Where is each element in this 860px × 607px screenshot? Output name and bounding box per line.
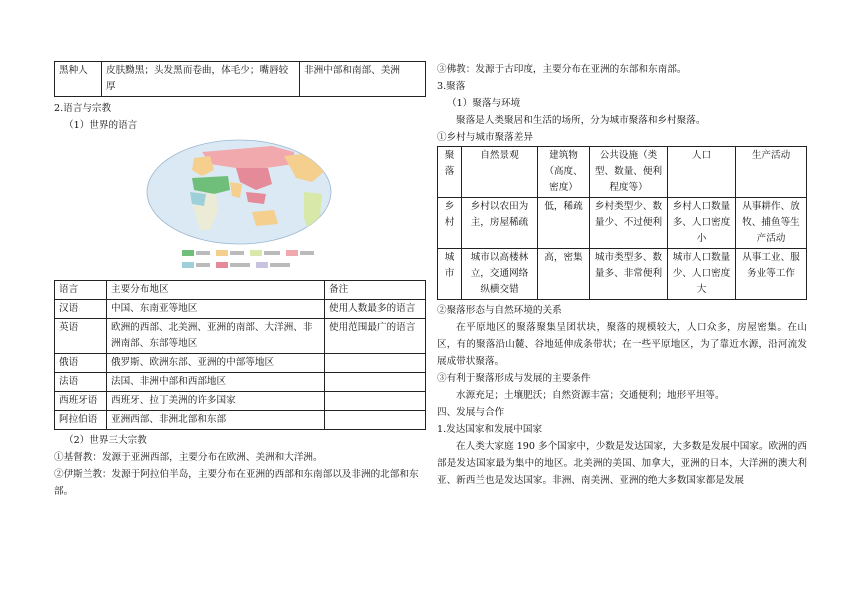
map-region-french (190, 192, 206, 206)
settlement-type: 城市 (438, 249, 462, 300)
section-heading-development: 四、发展与合作 (437, 407, 505, 418)
legend-swatch-spanish (250, 250, 262, 256)
settlement-landscape: 乡村以农田为主，房屋稀疏 (462, 198, 538, 249)
subheading-religions: （2）世界三大宗教 (64, 435, 147, 446)
table-row (55, 392, 426, 411)
race-distribution: 非洲中部和南部、美洲 (300, 62, 426, 97)
settlement-production: 从事工业、服务业等工作 (736, 249, 807, 300)
settlement-population: 乡村人口数量多、人口密度小 (668, 198, 736, 249)
map-region-greenland (316, 144, 330, 152)
section-heading-language-religion: 2.语言与宗教 (54, 103, 112, 114)
settlement-form-title: ②聚落形态与自然环境的关系 (437, 305, 562, 316)
legend-swatch-other (256, 262, 268, 268)
subheading-developed-developing: 1.发达国家和发展中国家 (437, 424, 543, 435)
legend-swatch-english (216, 250, 228, 256)
table-row (55, 411, 426, 430)
world-language-map (144, 138, 334, 276)
race-features: 皮肤黝黑；头发黑而卷曲，体毛少；嘴唇较厚 (102, 62, 300, 97)
header-population: 人口 (668, 147, 736, 198)
header-distribution: 主要分布地区 (107, 281, 325, 300)
legend-swatch-chinese (216, 262, 228, 268)
map-region-latin-america (304, 192, 322, 236)
left-column (54, 0, 426, 500)
header-production: 生产活动 (736, 147, 807, 198)
settlement-type: 乡村 (438, 198, 462, 249)
language-distribution: 亚洲西部、非洲北部和东部 (107, 411, 325, 430)
settlement-population: 城市人口数量少、人口密度大 (668, 249, 736, 300)
legend-label-placeholder (264, 251, 280, 255)
table-header-row (438, 147, 807, 198)
religion-buddhism: ③佛教：发源于古印度，主要分布在亚洲的东部和东南部。 (437, 64, 687, 75)
header-note: 备注 (325, 281, 426, 300)
legend-swatch-french (182, 262, 194, 268)
table-row (55, 62, 426, 97)
header-facilities: 公共设施（类型、数量、便利程度等） (590, 147, 668, 198)
header-settlement: 聚落 (438, 147, 462, 198)
settlement-conditions-text: 水源充足；土壤肥沃；自然资源丰富；交通便利；地形平坦等。 (456, 390, 725, 401)
language-note (325, 373, 426, 392)
table-row (438, 249, 807, 300)
right-column (437, 0, 807, 489)
settlement-facilities: 乡村类型少、数量少、不过便利 (590, 198, 668, 249)
table-row (55, 354, 426, 373)
language-name: 法语 (55, 373, 107, 392)
header-language: 语言 (55, 281, 107, 300)
language-name: 汉语 (55, 300, 107, 319)
settlement-conditions-title: ③有利于聚落形成与发展的主要条件 (437, 373, 591, 384)
language-name: 西班牙语 (55, 392, 107, 411)
settlement-diff-title: ①乡村与城市聚落差异 (437, 132, 533, 143)
language-table (54, 280, 426, 430)
legend-label-placeholder (270, 263, 290, 267)
settlement-intro: 聚落是人类聚居和生活的场所，分为城市聚落和乡村聚落。 (456, 115, 706, 126)
settlement-landscape: 城市以高楼林立，交通网络纵横交错 (462, 249, 538, 300)
language-note (325, 411, 426, 430)
development-text: 在人类大家庭 190 多个国家中，少数是发达国家，大多数是发展中国家。欧洲的西部是发达国家最为集中的地区。北美洲的美国、加拿大，亚洲的日本，大洋洲的澳大利亚、新西兰也是发达国家。非洲、南美洲、亚洲的绝大多数国家都是发展 (437, 441, 807, 486)
table-row (55, 319, 426, 354)
world-map-image (144, 138, 334, 276)
header-buildings: 建筑物（高度、密度） (538, 147, 590, 198)
settlement-production: 从事耕作、放牧、捕鱼等生产活动 (736, 198, 807, 249)
table-row (55, 300, 426, 319)
religion-islam: ②伊斯兰教：发源于阿拉伯半岛，主要分布在亚洲的西部和东南部以及非洲的北部和东部。 (54, 469, 419, 497)
legend-label-placeholder (230, 251, 244, 255)
legend-swatch-arabic (182, 250, 194, 256)
language-distribution: 西班牙、拉丁美洲的许多国家 (107, 392, 325, 411)
language-distribution: 俄罗斯、欧洲东部、亚洲的中部等地区 (107, 354, 325, 373)
language-distribution: 法国、非洲中部和西部地区 (107, 373, 325, 392)
table-header-row (55, 281, 426, 300)
race-table (54, 61, 426, 97)
settlement-form-text: 在平原地区的聚落聚集呈团状块，聚落的规模较大，人口众多，房屋密集。在山区，有的聚落沿山麓、谷地延伸成条带状；在一些平原地区，为了靠近水源，沿河流发展成带状聚落。 (437, 322, 807, 367)
religion-christianity: ①基督教：发源于亚洲西部，主要分布在欧洲、美洲和大洋洲。 (54, 452, 323, 463)
language-distribution: 中国、东南亚等地区 (107, 300, 325, 319)
legend-label-placeholder (196, 251, 210, 255)
subheading-languages: （1）世界的语言 (64, 120, 138, 131)
race-name: 黑种人 (55, 62, 102, 97)
map-region-australia (252, 210, 278, 226)
header-landscape: 自然景观 (462, 147, 538, 198)
table-row (438, 198, 807, 249)
subheading-settlement-environment: （1）聚落与环境 (447, 98, 521, 109)
legend-swatch-russian (286, 250, 298, 256)
language-note: 使用人数最多的语言 (325, 300, 426, 319)
settlement-table (437, 146, 807, 300)
legend-label-placeholder (196, 263, 210, 267)
legend-label-placeholder (230, 263, 250, 267)
language-name: 英语 (55, 319, 107, 354)
language-name: 阿拉伯语 (55, 411, 107, 430)
settlement-facilities: 城市类型多、数量多、非常便利 (590, 249, 668, 300)
language-note: 使用范围最广的语言 (325, 319, 426, 354)
language-name: 俄语 (55, 354, 107, 373)
language-distribution: 欧洲的西部、北美洲、亚洲的南部、大洋洲、非洲南部、东部等地区 (107, 319, 325, 354)
section-heading-settlement: 3.聚落 (437, 81, 466, 92)
settlement-buildings: 高，密集 (538, 249, 590, 300)
language-note (325, 392, 426, 411)
settlement-buildings: 低，稀疏 (538, 198, 590, 249)
language-note (325, 354, 426, 373)
table-row (55, 373, 426, 392)
legend-label-placeholder (300, 251, 314, 255)
map-legend (182, 250, 314, 268)
